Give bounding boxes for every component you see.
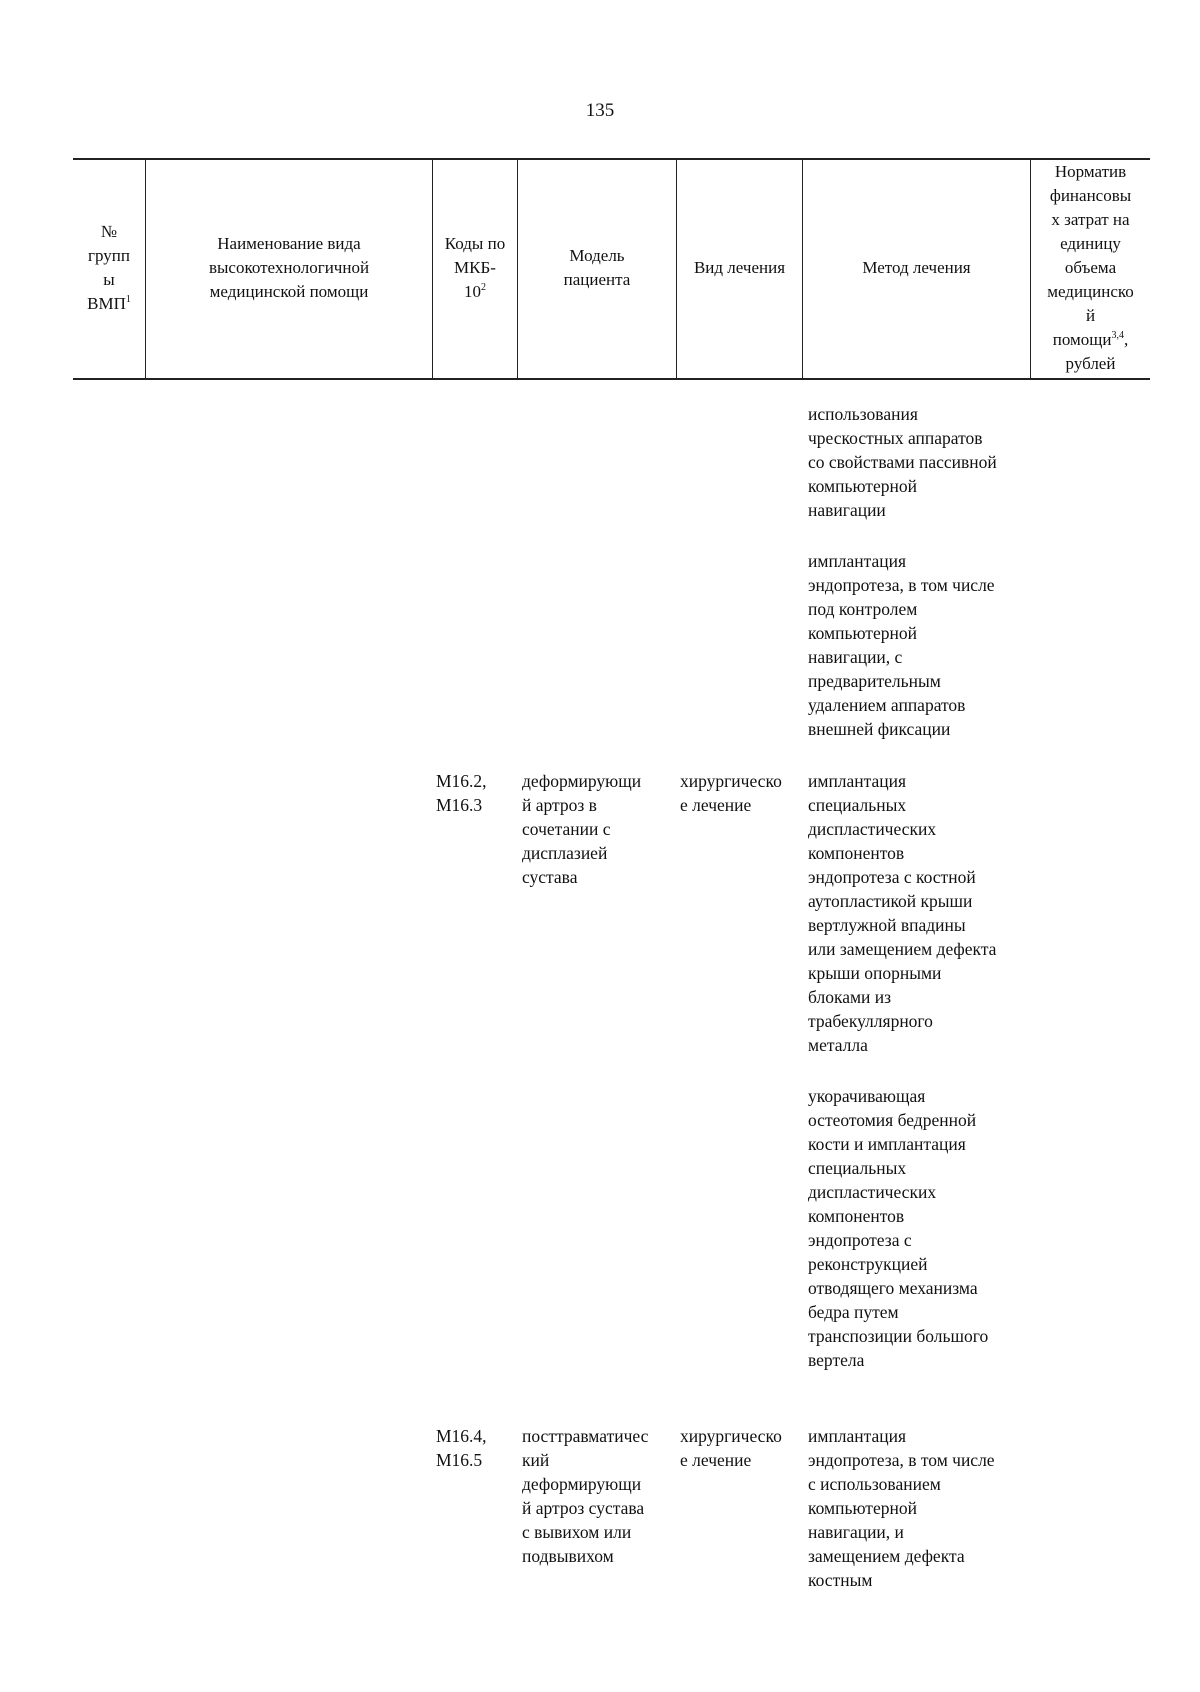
method-text: имплантация специальных диспластических компонентов эндопротеза с костной аутопластикой крыши вертлужной впадины или замещением дефекта крыши опорными блоками из трабекуллярного металла (808, 771, 997, 1055)
header-treatment-method: Метод лечения (862, 258, 971, 277)
patient-model-cell: деформирующи й артроз в сочетании с дисплазией сустава (522, 771, 642, 887)
page-number: 135 (585, 100, 615, 121)
icd-codes-cell: М16.4, М16.5 (436, 1426, 487, 1470)
table-header-bottom-border (73, 378, 1150, 380)
patient-model-cell: посттравматичес кий деформирующи й артроз сустава с вывихом или подвывихом (522, 1426, 649, 1566)
method-text: укорачивающая остеотомия бедренной кости и имплантация специальных диспластических компонентов эндопротеза с реконструкцией отводящего механизма бедра путем транспозиции большого вертела (808, 1086, 989, 1370)
method-text: использования чрескостных аппаратов со свойствами пассивной компьютерной навигации (808, 404, 997, 520)
header-cost-norm: Норматив финансовы х затрат на единицу объема медицинско й помощи$^{3,4}$, рублей (1047, 162, 1134, 373)
method-text: имплантация эндопротеза, в том числе под контролем компьютерной навигации, с предварительным удалением аппаратов внешней фиксации (808, 551, 995, 739)
method-text: имплантация эндопротеза, в том числе с использованием компьютерной навигации, и замещением дефекта костным (808, 1426, 995, 1590)
treatment-type-cell: хирургическо е лечение (680, 1426, 782, 1470)
treatment-type-cell: хирургическо е лечение (680, 771, 782, 815)
header-group-number: № групп ы ВМП$^1$ (87, 222, 131, 313)
header-icd-codes: Коды по МКБ- $10^2$ (444, 234, 506, 301)
header-care-type: Наименование вида высокотехнологичной медицинской помощи (208, 234, 370, 301)
header-patient-model: Модель пациента (563, 246, 631, 289)
header-treatment-type: Вид лечения (693, 258, 786, 277)
icd-codes-cell: М16.2, М16.3 (436, 771, 487, 815)
